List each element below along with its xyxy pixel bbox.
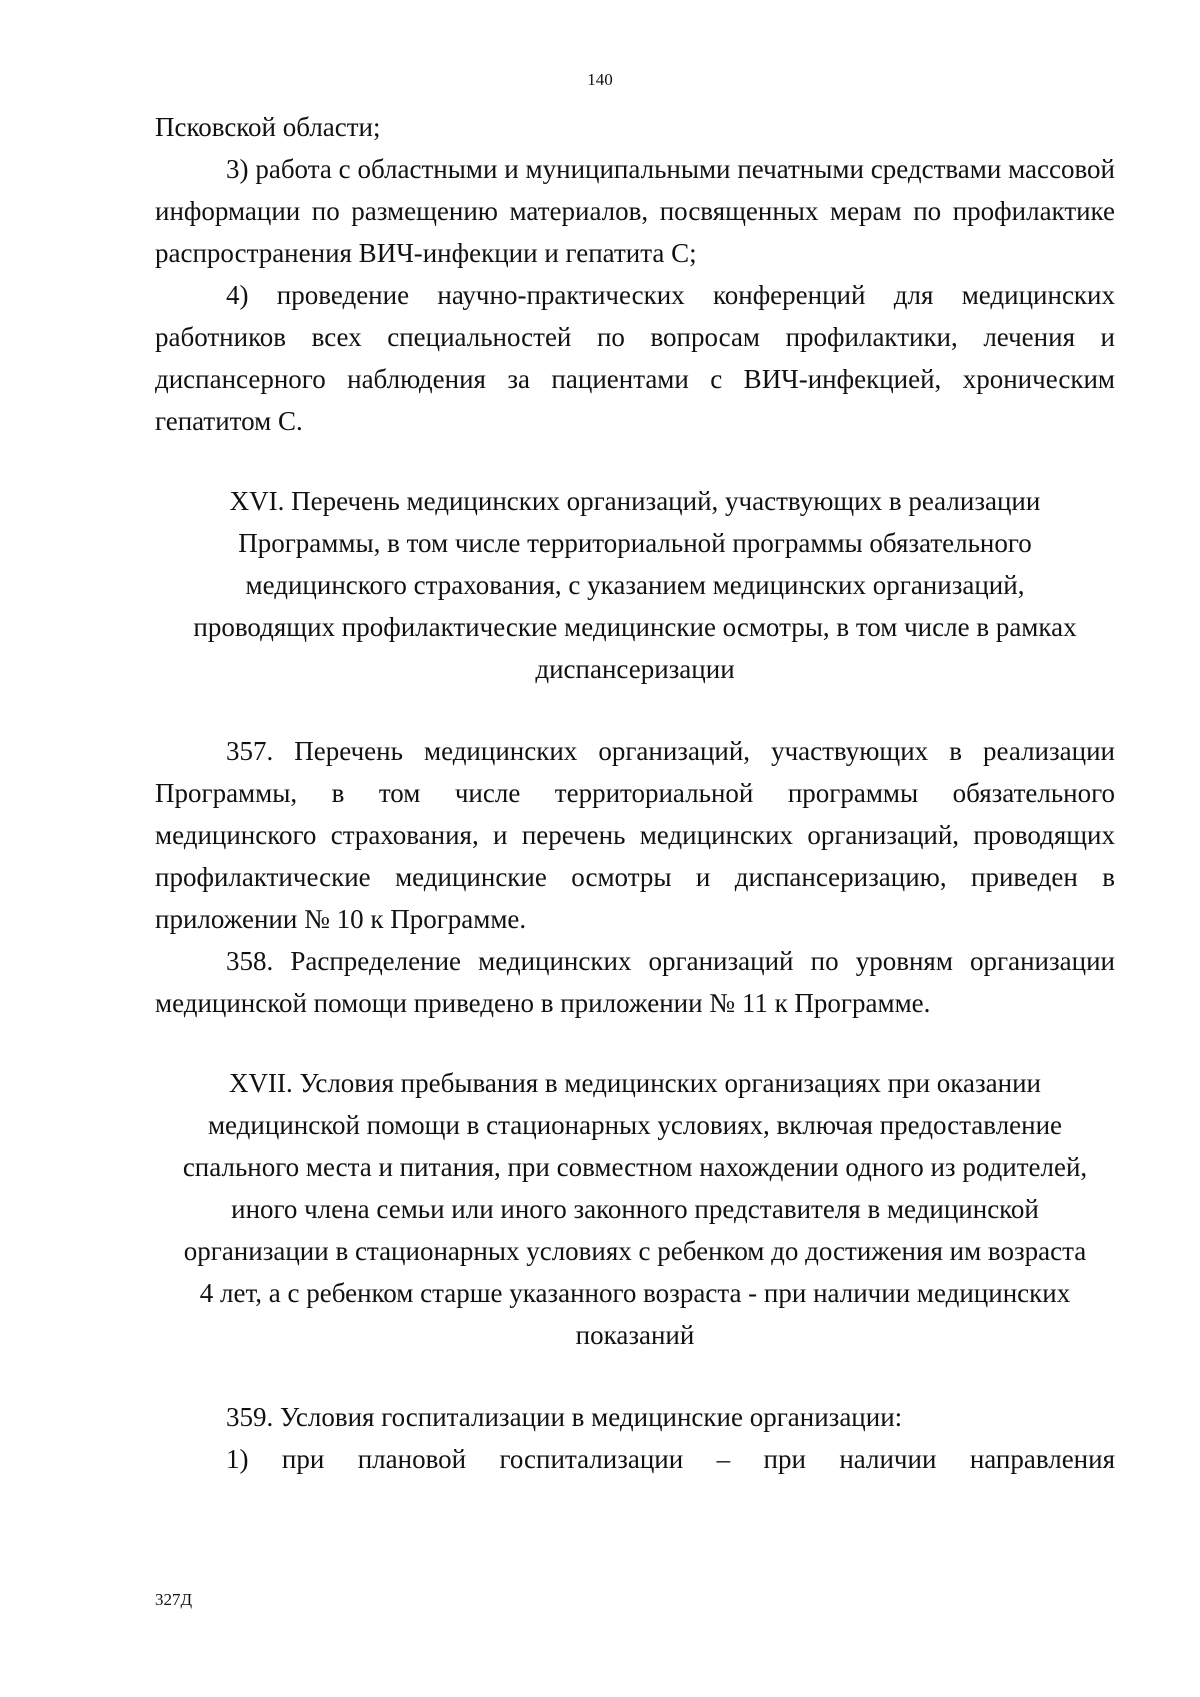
section-16-heading: XVI. Перечень медицинских организаций, участвующих в реализации Программы, в том числе территориальной программы обязательного медицинского страхования, с указанием медицинских организаций, проводящих профилактические медицинские осмотры, в том числе в рамках диспансеризации [193,486,1077,684]
paragraph-358: 358. Распределение медицинских организаций по уровням организации медицинской помощи приведено в приложении № 11 к Программе. [155,946,1115,1018]
document-body [155,106,1115,1480]
list-item-359-1: 1) при плановой госпитализации – при наличии направления [226,1444,1115,1474]
paragraph-359: 359. Условия госпитализации в медицинские организации: [226,1402,903,1432]
document-code: 327Д [155,1590,193,1609]
paragraph-357: 357. Перечень медицинских организаций, участвующих в реализации Программы, в том числе территориальной программы обязательного медицинского страхования, и перечень медицинских организаций, проводящих профилактические медицинские осмотры и диспансеризацию, приведен в приложении № 10 к Программе. [155,736,1115,934]
paragraph-continuation: Псковской области; [155,112,381,142]
list-item-4: 4) проведение научно-практических конференций для медицинских работников всех специальностей по вопросам профилактики, лечения и диспансерного наблюдения за пациентами с ВИЧ-инфекцией, хроническим гепатитом С. [155,280,1115,436]
list-item-3: 3) работа с областными и муниципальными печатными средствами массовой информации по размещению материалов, посвященных мерам по профилактике распространения ВИЧ-инфекции и гепатита С; [155,154,1115,268]
section-17-heading: XVII. Условия пребывания в медицинских организациях при оказании медицинской помощи в стационарных условиях, включая предоставление спального места и питания, при совместном нахождении одного из родителей, иного члена семьи или иного законного представителя в медицинской организации в стационарных условиях с ребенком до достижения им возраста 4 лет, а с ребенком старше указанного возраста - при наличии медицинских показаний [182,1068,1088,1350]
page-number: 140 [587,70,613,89]
